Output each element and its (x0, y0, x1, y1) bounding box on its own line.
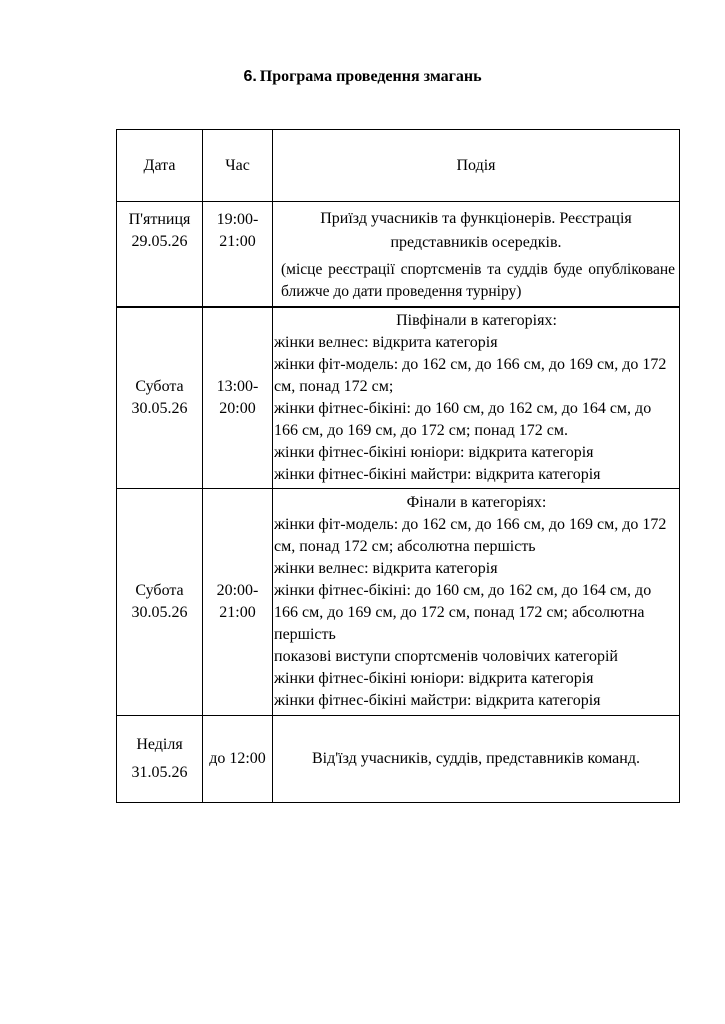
row-date-day: Субота (135, 377, 184, 395)
row-time-start: 13:00- (216, 377, 259, 395)
row-event (273, 716, 680, 803)
row-event (273, 489, 680, 716)
event-line: жінки фітнес-бікіні майстри: відкрита категорія (274, 692, 601, 709)
row-time (203, 716, 273, 803)
row-time-start: 19:00- (216, 211, 259, 228)
row-date (117, 489, 203, 716)
header-time: Час (203, 130, 273, 202)
table-row (117, 489, 680, 716)
table-row (117, 716, 680, 803)
row-time-value: до 12:00 (209, 750, 266, 767)
row-date (117, 716, 203, 803)
schedule-table-bottom (116, 306, 680, 803)
table-row (117, 307, 680, 489)
event-line: жінки фіт-модель: до 162 см, до 166 см, до 169 см, до 172 см, понад 172 см; абсолютна першість (274, 516, 667, 555)
row-event-header: Фінали в категоріях: (406, 494, 547, 511)
event-line: жінки фітнес-бікіні юніори: відкрита категорія (274, 443, 594, 461)
row-time-end: 20:00 (219, 399, 256, 417)
row-event-main: Від'їзд учасників, суддів, представників команд. (312, 750, 640, 767)
row-date-value: 29.05.26 (131, 233, 188, 250)
event-line: жінки велнес: відкрита категорія (274, 560, 498, 577)
event-line: жінки велнес: відкрита категорія (274, 333, 498, 351)
event-line: жінки фітнес-бікіні юніори: відкрита категорія (274, 670, 594, 687)
row-date (117, 202, 203, 308)
row-time (203, 202, 273, 308)
header-event: Подія (273, 130, 680, 202)
row-date-day: Субота (135, 582, 184, 599)
event-line: показові виступи спортсменів чоловічих категорій (274, 648, 618, 665)
row-date-value: 30.05.26 (131, 604, 188, 621)
section-title (0, 68, 725, 86)
row-event (273, 202, 680, 308)
row-event-note: (місце реєстрації спортсменів та суддів буде опубліковане ближче до дати проведення турніру) (281, 261, 675, 300)
row-time-end: 21:00 (219, 233, 256, 250)
table-header-row (117, 130, 680, 202)
row-date-value: 30.05.26 (131, 399, 188, 417)
event-line: жінки фітнес-бікіні: до 160 см, до 162 см, до 164 см, до 166 см, до 169 см, до 172 см, понад 172 см; абсолютна першість (274, 582, 652, 643)
event-line: жінки фітнес-бікіні: до 160 см, до 162 см, до 164 см, до 166 см, до 169 см, до 172 см; понад 172 см. (274, 399, 652, 439)
row-date-day: Неділя (136, 736, 183, 753)
row-event-main: Приїзд учасників та функціонерів. Реєстрація представників осередків. (320, 210, 632, 251)
row-time (203, 307, 273, 489)
row-event-header: Півфінали в категоріях: (396, 311, 557, 329)
event-line: жінки фіт-модель: до 162 см, до 166 см, до 169 см, до 172 см, понад 172 см; (274, 355, 667, 395)
row-event (273, 307, 680, 489)
schedule-table-top (116, 129, 680, 308)
section-number: 6. (243, 68, 257, 85)
row-time (203, 489, 273, 716)
row-date (117, 307, 203, 489)
section-title-text: Програма проведення змагань (259, 68, 482, 85)
table-row (117, 202, 680, 308)
row-time-start: 20:00- (216, 582, 259, 599)
row-time-end: 21:00 (219, 604, 256, 621)
row-date-value: 31.05.26 (131, 764, 188, 781)
header-date: Дата (117, 130, 203, 202)
event-line: жінки фітнес-бікіні майстри: відкрита категорія (274, 465, 601, 483)
row-date-day: П'ятниця (128, 211, 191, 228)
